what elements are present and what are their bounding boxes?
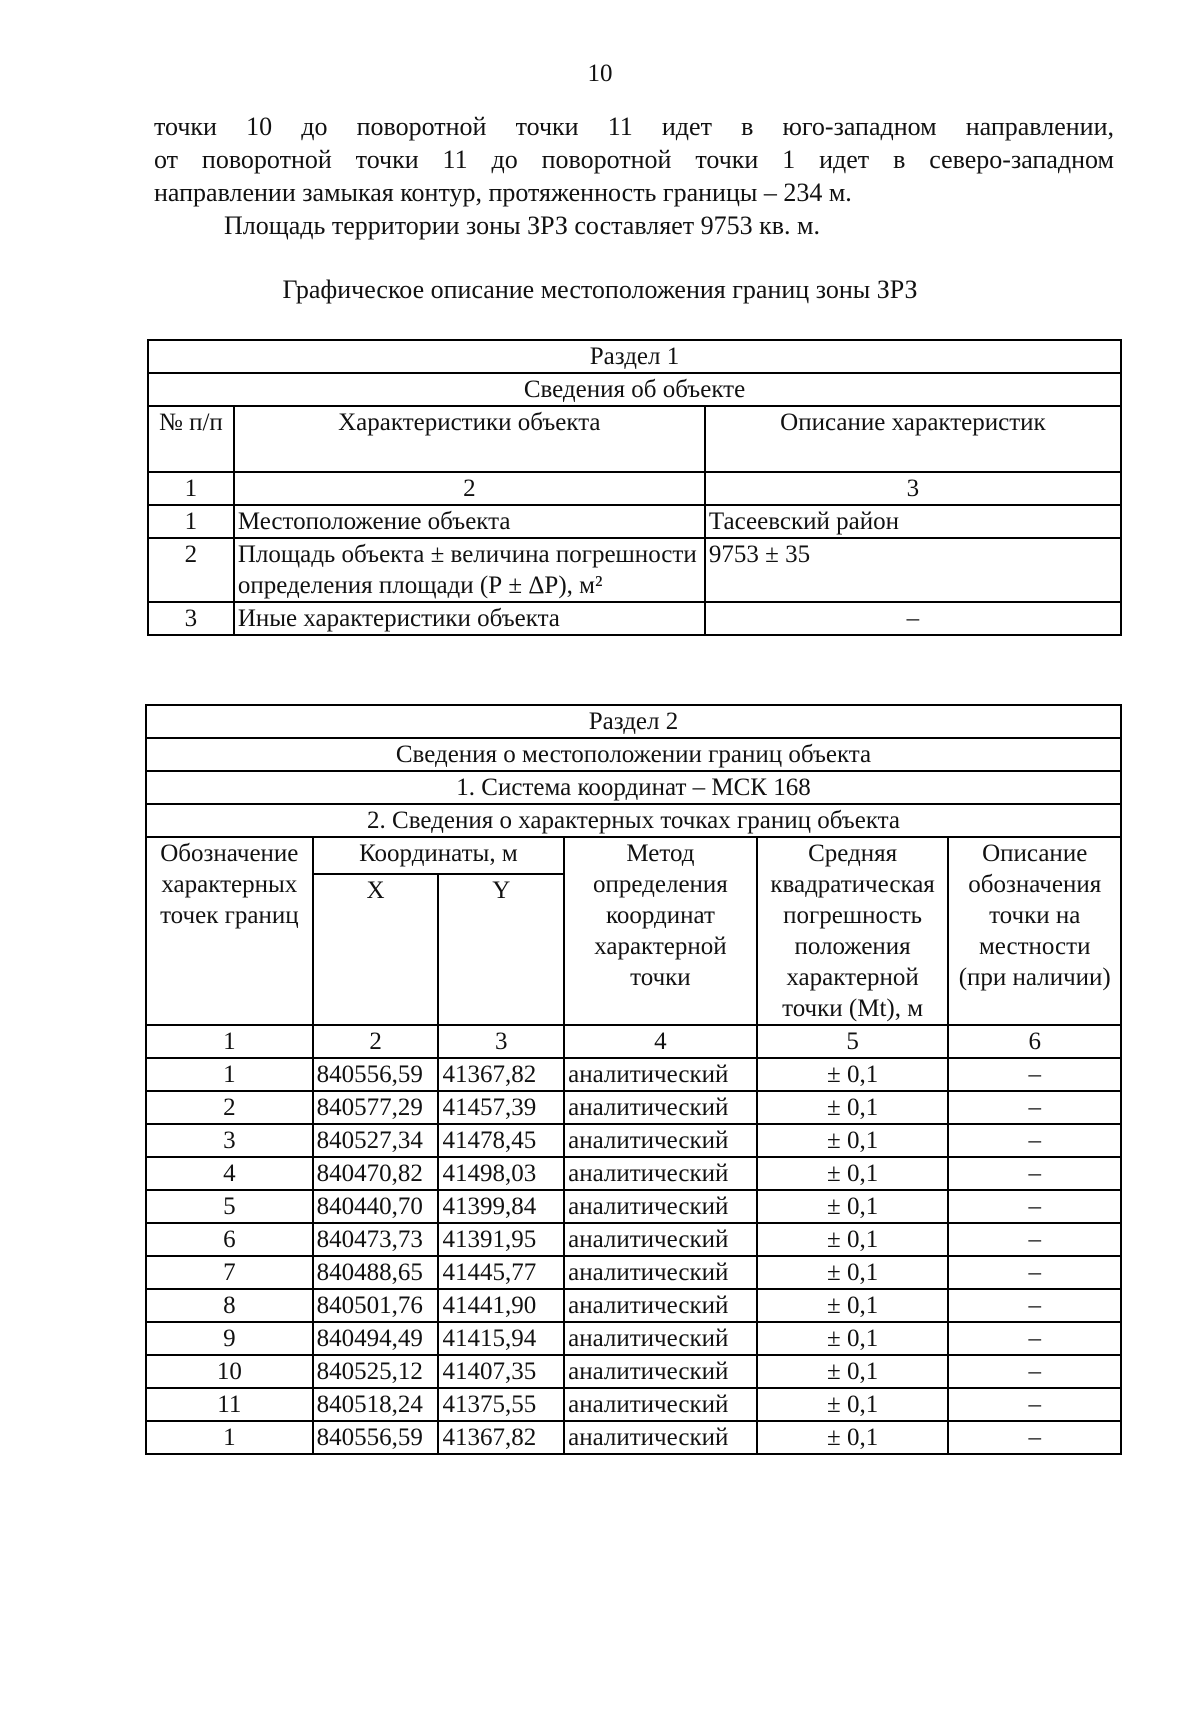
- table-row: [148, 602, 1121, 635]
- point-x: 840556,59: [313, 1421, 439, 1454]
- intro-line: направлении замыкая контур, протяженность границы – 234 м.: [154, 178, 852, 207]
- point-description: –: [948, 1157, 1121, 1190]
- point-x: 840470,82: [313, 1157, 439, 1190]
- point-error: ± 0,1: [757, 1322, 949, 1355]
- point-designation: 10: [146, 1355, 313, 1388]
- point-description: –: [948, 1058, 1121, 1091]
- point-y: 41367,82: [438, 1058, 564, 1091]
- table-row: [146, 1256, 1121, 1289]
- row-number: 1: [148, 505, 234, 538]
- point-y: 41415,94: [438, 1322, 564, 1355]
- point-error: ± 0,1: [757, 1256, 949, 1289]
- point-error: ± 0,1: [757, 1091, 949, 1124]
- point-method: аналитический: [564, 1289, 757, 1322]
- col-number: 1: [148, 472, 234, 505]
- point-description: –: [948, 1190, 1121, 1223]
- point-designation: 1: [146, 1421, 313, 1454]
- point-method: аналитический: [564, 1058, 757, 1091]
- table-row: [146, 1289, 1121, 1322]
- point-description: –: [948, 1421, 1121, 1454]
- point-description: –: [948, 1124, 1121, 1157]
- header-error: Средняя квадратическая погрешность положения характерной точки (Mt), м: [757, 837, 949, 1025]
- col-number: 4: [564, 1025, 757, 1058]
- table-row: [146, 1421, 1121, 1454]
- coordinate-system: 1. Система координат – МСК 168: [146, 771, 1121, 804]
- header-method: Метод определения координат характерной точки: [564, 837, 757, 1025]
- point-method: аналитический: [564, 1256, 757, 1289]
- point-method: аналитический: [564, 1190, 757, 1223]
- point-method: аналитический: [564, 1388, 757, 1421]
- intro-text: [154, 110, 1114, 242]
- point-x: 840501,76: [313, 1289, 439, 1322]
- row-characteristic: Иные характеристики объекта: [234, 602, 705, 635]
- section1-table: [147, 339, 1122, 636]
- point-method: аналитический: [564, 1223, 757, 1256]
- point-y: 41478,45: [438, 1124, 564, 1157]
- col-number: 1: [146, 1025, 313, 1058]
- row-characteristic: Площадь объекта ± величина погрешности определения площади (Р ± ΔР), м²: [234, 538, 705, 602]
- row-characteristic: Местоположение объекта: [234, 505, 705, 538]
- point-x: 840527,34: [313, 1124, 439, 1157]
- point-y: 41457,39: [438, 1091, 564, 1124]
- intro-line: от поворотной точки 11 до поворотной точки 1 идет в северо-западном: [154, 145, 1114, 174]
- point-description: –: [948, 1256, 1121, 1289]
- point-method: аналитический: [564, 1322, 757, 1355]
- header-characteristics: Характеристики объекта: [234, 406, 705, 472]
- point-x: 840525,12: [313, 1355, 439, 1388]
- row-description: Тасеевский район: [705, 505, 1121, 538]
- point-x: 840518,24: [313, 1388, 439, 1421]
- point-method: аналитический: [564, 1124, 757, 1157]
- row-description: –: [705, 602, 1121, 635]
- point-designation: 7: [146, 1256, 313, 1289]
- table-row: [146, 1190, 1121, 1223]
- point-error: ± 0,1: [757, 1388, 949, 1421]
- point-x: 840494,49: [313, 1322, 439, 1355]
- point-error: ± 0,1: [757, 1190, 949, 1223]
- point-y: 41375,55: [438, 1388, 564, 1421]
- point-method: аналитический: [564, 1091, 757, 1124]
- point-description: –: [948, 1388, 1121, 1421]
- point-designation: 2: [146, 1091, 313, 1124]
- point-designation: 8: [146, 1289, 313, 1322]
- point-error: ± 0,1: [757, 1157, 949, 1190]
- page-number: 10: [587, 60, 613, 87]
- table-row: [146, 1124, 1121, 1157]
- table-row: [146, 1223, 1121, 1256]
- header-designation: Обозначение характерных точек границ: [146, 837, 313, 1025]
- point-y: 41367,82: [438, 1421, 564, 1454]
- point-designation: 4: [146, 1157, 313, 1190]
- point-error: ± 0,1: [757, 1421, 949, 1454]
- table-row: [146, 1322, 1121, 1355]
- header-coordinates: Координаты, м: [313, 837, 564, 874]
- row-description: 9753 ± 35: [705, 538, 1121, 602]
- point-y: 41399,84: [438, 1190, 564, 1223]
- point-y: 41441,90: [438, 1289, 564, 1322]
- point-y: 41391,95: [438, 1223, 564, 1256]
- point-designation: 6: [146, 1223, 313, 1256]
- col-number: 6: [948, 1025, 1121, 1058]
- col-number: 5: [757, 1025, 949, 1058]
- section1-subtitle: Сведения об объекте: [148, 373, 1121, 406]
- point-error: ± 0,1: [757, 1223, 949, 1256]
- point-x: 840473,73: [313, 1223, 439, 1256]
- header-point-description: Описание обозначения точки на местности (при наличии): [948, 837, 1121, 1025]
- table-row: [146, 1091, 1121, 1124]
- point-method: аналитический: [564, 1157, 757, 1190]
- point-x: 840440,70: [313, 1190, 439, 1223]
- section1-title: Раздел 1: [148, 340, 1121, 373]
- point-y: 41498,03: [438, 1157, 564, 1190]
- table-row: [146, 1388, 1121, 1421]
- point-error: ± 0,1: [757, 1289, 949, 1322]
- point-designation: 5: [146, 1190, 313, 1223]
- point-x: 840556,59: [313, 1058, 439, 1091]
- point-designation: 3: [146, 1124, 313, 1157]
- point-description: –: [948, 1223, 1121, 1256]
- point-description: –: [948, 1091, 1121, 1124]
- point-error: ± 0,1: [757, 1355, 949, 1388]
- table-row: [148, 538, 1121, 602]
- section2-title: Раздел 2: [146, 705, 1121, 738]
- header-num: № п/п: [148, 406, 234, 472]
- point-error: ± 0,1: [757, 1124, 949, 1157]
- point-y: 41445,77: [438, 1256, 564, 1289]
- point-method: аналитический: [564, 1421, 757, 1454]
- point-designation: 11: [146, 1388, 313, 1421]
- point-designation: 1: [146, 1058, 313, 1091]
- points-title: 2. Сведения о характерных точках границ объекта: [146, 804, 1121, 837]
- header-y: Y: [438, 874, 564, 1025]
- col-number: 3: [705, 472, 1121, 505]
- table-row: [146, 1355, 1121, 1388]
- col-number: 3: [438, 1025, 564, 1058]
- graphic-description-title: Графическое описание местоположения границ зоны ЗРЗ: [282, 275, 918, 304]
- header-description: Описание характеристик: [705, 406, 1121, 472]
- section2-subtitle: Сведения о местоположении границ объекта: [146, 738, 1121, 771]
- col-number: 2: [234, 472, 705, 505]
- header-x: X: [313, 874, 439, 1025]
- point-method: аналитический: [564, 1355, 757, 1388]
- point-description: –: [948, 1322, 1121, 1355]
- table-row: [146, 1058, 1121, 1091]
- point-y: 41407,35: [438, 1355, 564, 1388]
- point-description: –: [948, 1355, 1121, 1388]
- col-number: 2: [313, 1025, 439, 1058]
- point-x: 840577,29: [313, 1091, 439, 1124]
- row-number: 2: [148, 538, 234, 602]
- area-statement: Площадь территории зоны ЗРЗ составляет 9753 кв. м.: [224, 211, 820, 240]
- point-description: –: [948, 1289, 1121, 1322]
- point-x: 840488,65: [313, 1256, 439, 1289]
- section2-table: [145, 704, 1122, 1455]
- point-designation: 9: [146, 1322, 313, 1355]
- row-number: 3: [148, 602, 234, 635]
- intro-line: точки 10 до поворотной точки 11 идет в юго-западном направлении,: [154, 112, 1114, 141]
- table-row: [146, 1157, 1121, 1190]
- point-error: ± 0,1: [757, 1058, 949, 1091]
- table-row: [148, 505, 1121, 538]
